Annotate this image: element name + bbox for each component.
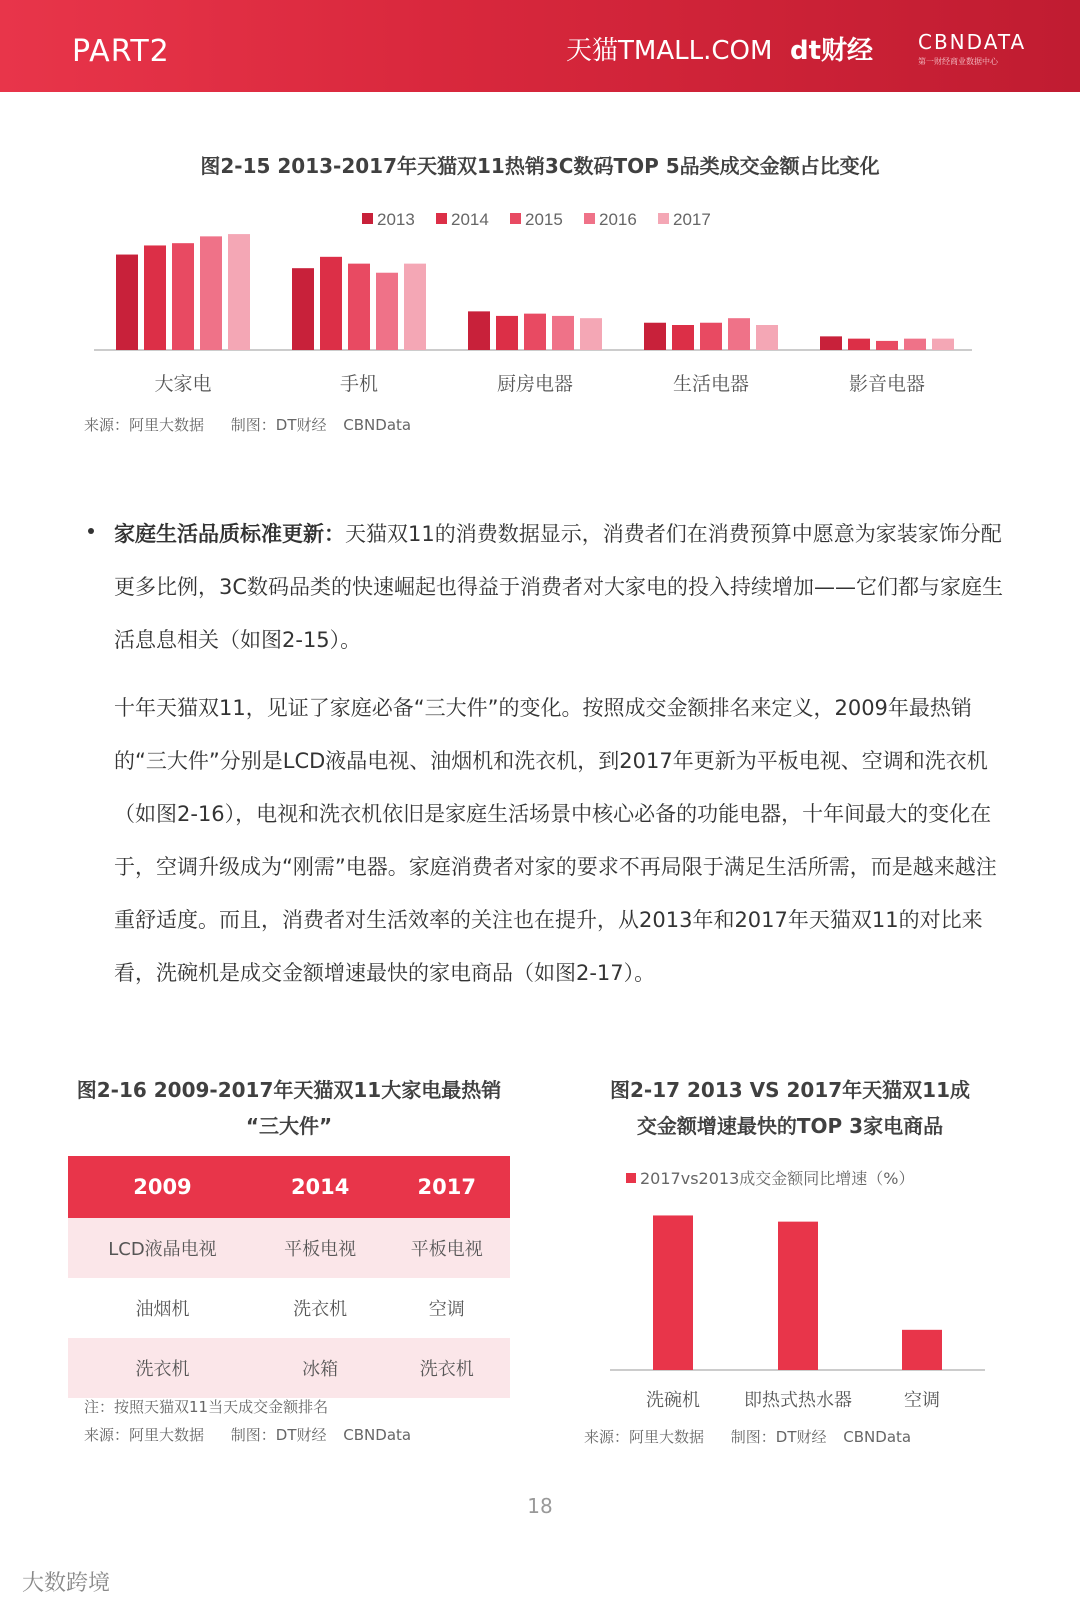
bar	[644, 323, 666, 350]
legend-label: 2014	[451, 210, 489, 229]
category-label: 空调	[904, 1390, 940, 1411]
legend-swatch	[584, 213, 595, 224]
legend-label: 2013	[377, 210, 415, 229]
bar	[580, 318, 602, 350]
table-header-cell: 2017	[383, 1156, 510, 1218]
category-label: 大家电	[154, 373, 212, 395]
tmall-logo: 天猫TMALL.COM	[566, 36, 773, 66]
bar	[876, 341, 898, 350]
table-row	[68, 1278, 510, 1338]
figure15-title: 图2-15 2013-2017年天猫双11热销3C数码TOP 5品类成交金额占比变化	[200, 154, 880, 178]
top3-table	[68, 1156, 510, 1398]
table-cell: 油烟机	[135, 1299, 190, 1320]
category-label: 厨房电器	[496, 373, 574, 395]
table-header-cell: 2014	[257, 1156, 384, 1218]
legend-swatch	[362, 213, 373, 224]
table-row	[68, 1338, 510, 1398]
made-by-label-2: CBNData	[343, 1426, 412, 1444]
bar	[902, 1330, 942, 1370]
bar	[320, 257, 342, 350]
legend-label: 2015	[525, 210, 563, 229]
bar	[404, 264, 426, 350]
figure16-title-line2: “三大件”	[245, 1114, 333, 1138]
figure15-chart	[80, 195, 1000, 405]
table-cell: 冰箱	[257, 1338, 384, 1398]
bar	[468, 311, 490, 350]
bar	[904, 339, 926, 350]
bar	[172, 243, 194, 350]
cbndata-subtitle: 第一财经商业数据中心	[918, 57, 998, 66]
bar	[524, 314, 546, 350]
bullet-dot	[88, 528, 94, 534]
source-label: 来源：阿里大数据	[84, 416, 205, 434]
figure17-title-line2: 交金额增速最快的TOP 3家电商品	[636, 1114, 944, 1138]
page-number: 18	[527, 1494, 553, 1518]
bar	[778, 1222, 818, 1370]
legend-label: 2017vs2013成交金额同比增速（%）	[640, 1169, 915, 1188]
paragraph-1	[114, 508, 1004, 667]
table-cell: 平板电视	[257, 1218, 384, 1278]
bar	[496, 316, 518, 350]
table-header-cell: 2009	[68, 1156, 257, 1218]
bar	[200, 236, 222, 350]
table-row	[68, 1218, 510, 1278]
figure17-chart	[600, 1160, 1020, 1422]
section-label: PART2	[72, 34, 170, 69]
paragraph-1-text: 天猫双11的消费数据显示，消费者们在消费预算中愿意为家装家饰分配更多比例，3C数码品类的快速崛起也得益于消费者对大家电的投入持续增加——它们都与家庭生活息息相关（如图2-15）。	[114, 522, 1004, 652]
bar	[932, 339, 954, 350]
legend-swatch	[658, 213, 669, 224]
bar	[228, 234, 250, 350]
made-by-label: 制图：DT财经	[230, 1426, 327, 1444]
source-label: 来源：阿里大数据	[84, 1426, 205, 1444]
made-by-label: 制图：DT财经	[230, 416, 327, 434]
category-label: 影音电器	[848, 373, 926, 395]
table-header-row	[68, 1156, 510, 1218]
cbndata-logo: CBNDATA	[918, 30, 1027, 54]
category-label: 即热式热水器	[744, 1390, 852, 1411]
table-cell: 洗衣机	[293, 1299, 348, 1320]
bar	[376, 273, 398, 350]
bar	[348, 264, 370, 350]
page-header	[0, 0, 1080, 92]
legend-swatch	[626, 1173, 636, 1183]
table-cell: 洗衣机	[68, 1338, 257, 1398]
table-cell: LCD液晶电视	[68, 1218, 257, 1278]
bar	[820, 336, 842, 350]
table-cell: 平板电视	[383, 1218, 510, 1278]
category-label: 洗碗机	[646, 1390, 700, 1411]
made-by-label-2: CBNData	[343, 416, 412, 434]
bar	[728, 318, 750, 350]
category-label: 生活电器	[672, 373, 750, 395]
figure17-title-line1: 图2-17 2013 VS 2017年天猫双11成	[610, 1078, 970, 1102]
bar	[292, 268, 314, 350]
bar	[756, 325, 778, 350]
figure15-source	[84, 414, 411, 435]
legend-label: 2016	[599, 210, 637, 229]
bar	[653, 1215, 693, 1370]
bar	[700, 323, 722, 350]
figure17-source	[584, 1426, 911, 1447]
dt-logo: dt财经	[790, 36, 874, 66]
source-label: 来源：阿里大数据	[584, 1428, 705, 1446]
legend-swatch	[510, 213, 521, 224]
figure16-title	[68, 1072, 510, 1144]
category-label: 手机	[339, 373, 379, 395]
bar	[552, 316, 574, 350]
paragraph-1-bold: 家庭生活品质标准更新：	[114, 522, 345, 546]
made-by-label-2: CBNData	[843, 1428, 912, 1446]
paragraph-2: 十年天猫双11，见证了家庭必备“三大件”的变化。按照成交金额排名来定义，2009年最热销的“三大件”分别是LCD液晶电视、油烟机和洗衣机，到2017年更新为平板电视、空调和洗衣机（如图2-16），电视和洗衣机依旧是家庭生活场景中核心必备的功能电器，十年间最大的变化在于，空调升级成为“刚需”电器。家庭消费者对家的要求不再局限于满足生活所需，而是越来越注重舒适度。而且，消费者对生活效率的关注也在提升，从2013年和2017年天猫双11的对比来看，洗碗机是成交金额增速最快的家电商品（如图2-17）。	[114, 696, 997, 985]
table-cell: 空调	[428, 1299, 465, 1320]
bar	[116, 255, 138, 350]
legend-swatch	[436, 213, 447, 224]
legend-label: 2017	[673, 210, 711, 229]
bar	[848, 339, 870, 350]
bar	[672, 325, 694, 350]
figure16-title-line1: 图2-16 2009-2017年天猫双11大家电最热销	[76, 1078, 502, 1102]
table-cell: 洗衣机	[383, 1338, 510, 1398]
watermark-logo: 大数跨境	[22, 1571, 111, 1596]
figure16-source	[84, 1424, 411, 1445]
bar	[144, 245, 166, 350]
figure16-note: 注：按照天猫双11当天成交金额排名	[84, 1398, 329, 1416]
figure17-title	[590, 1072, 990, 1144]
made-by-label: 制图：DT财经	[730, 1428, 827, 1446]
